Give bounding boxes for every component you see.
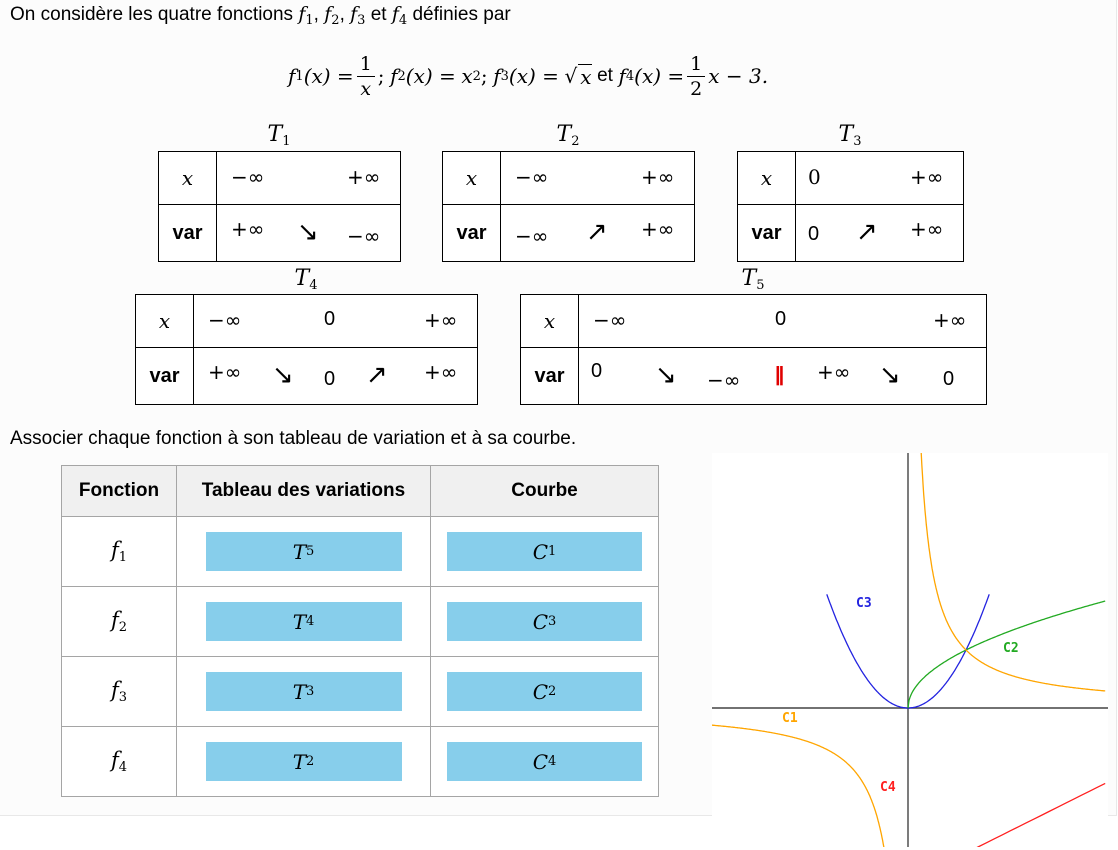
arrow-up-icon: ↗ [586,217,608,247]
table-t4-title: $T_4$ [294,266,318,293]
table-t5-title: $T_5$ [741,266,765,293]
curves-graph [712,453,1108,847]
function-definitions: f 1 (x) = $\frac{1}{x}$ ; f 2 (x) = x 2 ; f 3 (x) = √ x et f 4 (x) = $\frac{1}{2}$ x − 3. [288,52,769,100]
plus-infinity: +∞ [231,217,265,241]
plus-infinity: +∞ [208,360,242,384]
minus-infinity: −∞ [515,165,549,189]
x-label: x [443,152,501,205]
variation-table-t2 [442,151,695,262]
table-row: $f_1$ T 5 C 1 [62,517,659,587]
table-row: $f_4$ T 2 C 4 [62,727,659,797]
minus-infinity: −∞ [593,308,627,332]
plus-infinity: +∞ [817,360,851,384]
zero: 0 [808,165,821,189]
header-variation-table: Tableau des variations [177,466,431,517]
arrow-down-icon: ↘ [297,217,319,247]
sqrt-sign: √ [564,64,578,88]
instruction-text: Associer chaque fonction à son tableau de variation et à sa courbe. [10,428,577,449]
minus-infinity: −∞ [707,368,741,392]
plus-infinity: +∞ [347,165,381,189]
var-label: var [751,221,782,244]
arrow-up-icon: ↗ [856,217,878,247]
answer-curve-chip[interactable]: C 2 [447,672,642,711]
plus-infinity: +∞ [933,308,967,332]
plus-infinity: +∞ [910,217,944,241]
zero: 0 [324,308,336,330]
minus-infinity: −∞ [515,224,549,248]
fraction-one-half: $\frac{1}{2}$ [687,52,705,101]
zero: 0 [775,308,787,330]
plus-infinity: +∞ [641,165,675,189]
table-t3-title: $T_3$ [838,122,862,149]
answer-table-chip[interactable]: T 4 [206,602,402,641]
arrow-down-icon: ↘ [272,360,294,390]
var-label: var [456,221,487,244]
header-curve: Courbe [431,466,659,517]
x-label: x [159,152,217,205]
plus-infinity: +∞ [910,165,944,189]
answer-table-chip[interactable]: T 3 [206,672,402,711]
table-t2-title: $T_2$ [556,122,580,149]
zero: 0 [324,368,336,390]
var-label: var [149,364,180,387]
minus-infinity: −∞ [347,224,381,248]
zero: 0 [808,223,820,245]
fraction-one-over-x: $\frac{1}{x}$ [357,52,375,101]
arrow-down-icon: ↘ [655,360,677,390]
answer-curve-chip[interactable]: C 4 [447,742,642,781]
table-row: $f_3$ T 3 C 2 [62,657,659,727]
var-label: var [172,221,203,244]
table-row: $f_2$ T 4 C 3 [62,587,659,657]
label-c1: C1 [782,711,798,726]
label-c3: C3 [856,596,872,611]
answer-table-chip[interactable]: T 5 [206,532,402,571]
answer-curve-chip[interactable]: C 3 [447,602,642,641]
variation-table-t3 [737,151,964,262]
x-label: x [738,152,796,205]
answer-curve-chip[interactable]: C 1 [447,532,642,571]
variation-table-t4 [135,294,478,405]
association-table [61,465,659,797]
zero: 0 [943,368,955,390]
header-function: Fonction [62,466,177,517]
plus-infinity: +∞ [424,308,458,332]
arrow-down-icon: ↘ [879,360,901,390]
minus-infinity: −∞ [231,165,265,189]
forbidden-value-bars: || [775,364,783,386]
intro-line: On considère les quatre fonctions $f_1$, $f_2$, $f_3$ et $f_4$ définies par [10,3,511,28]
label-c4: C4 [880,780,896,795]
variation-table-t1 [158,151,401,262]
zero: 0 [591,360,603,382]
plus-infinity: +∞ [424,360,458,384]
answer-table-chip[interactable]: T 2 [206,742,402,781]
plus-infinity: +∞ [641,217,675,241]
x-label: x [136,295,194,348]
variation-table-t5 [520,294,987,405]
table-t1-title: $T_1$ [267,122,291,149]
label-c2: C2 [1003,641,1019,656]
var-label: var [534,364,565,387]
minus-infinity: −∞ [208,308,242,332]
intro-text: On considère les quatre fonctions [10,4,294,25]
arrow-up-icon: ↗ [366,360,388,390]
x-label: x [521,295,579,348]
